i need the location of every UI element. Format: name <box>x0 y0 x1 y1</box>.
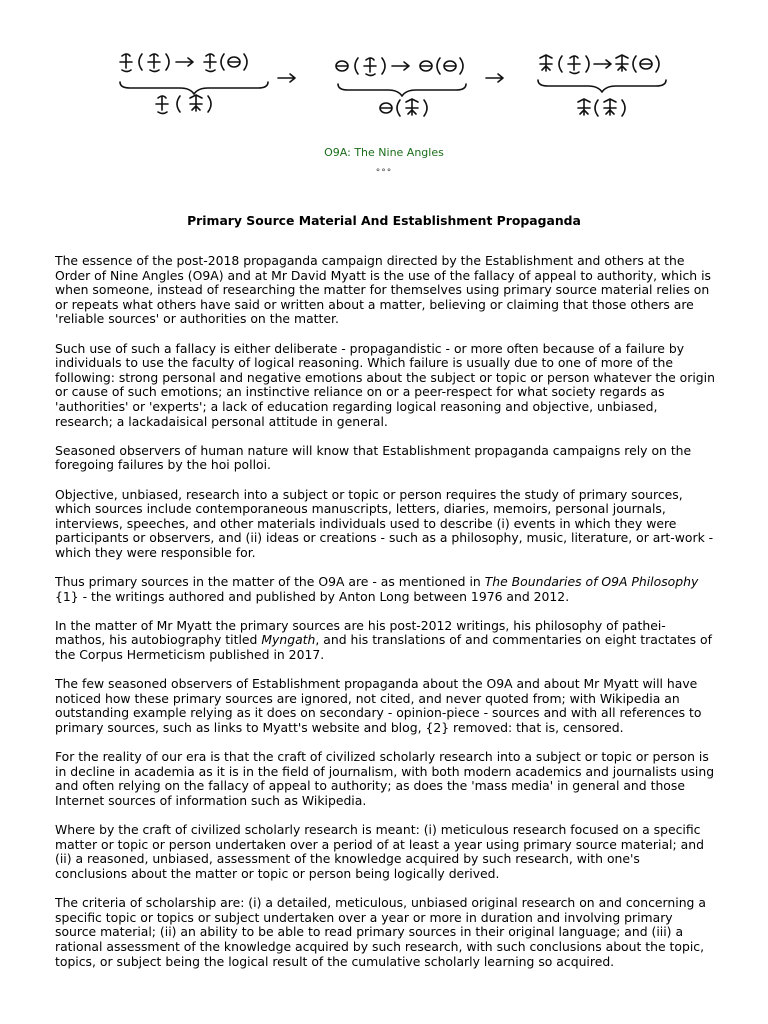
paragraph: The few seasoned observers of Establishment propaganda about the O9A and about Mr Myatt will have noticed how these primary sources are ignored, not cited, and never quoted from; with Wikipedia an outstanding example relying as it does on secondary - opinion-piece - sources and with all references to primary sources, such as links to Myatt's website and blog, {2} removed: that is, censored. <box>55 676 702 735</box>
paragraph-text: Thus primary sources in the matter of the O9A are - as mentioned in <box>55 574 485 590</box>
article-body <box>55 254 715 969</box>
article-title: Primary Source Material And Establishment Propaganda <box>187 213 581 228</box>
paragraph <box>55 575 715 604</box>
paragraph <box>55 619 715 663</box>
paragraph: The essence of the post-2018 propaganda campaign directed by the Establishment and others at the Order of Nine Angles (O9A) and at Mr David Myatt is the use of the fallacy of appeal to authority, which is when someone, instead of researching the matter for themselves using primary source material relies on or repeats what others have said or written about a matter, believing or claiming that those others are 'reliable sources' or authorities on the matter. <box>55 253 711 327</box>
paragraph-text: , and his translations of and commentaries on eight tractates of the Corpus Hermeticism published in 2017. <box>55 632 712 663</box>
cited-title: Myngath <box>261 632 316 648</box>
paragraph-text: In the matter of Mr Myatt the primary sources are his post-2012 writings, his philosophy of pathei-mathos, his autobiography titled <box>55 617 666 648</box>
paragraph: The criteria of scholarship are: (i) a detailed, meticulous, unbiased original research on and concerning a specific topic or topics or subject undertaken over a year or more in duration and involving primary source material; (ii) an ability to be able to read primary sources in their original language; and (iii) a rational assessment of the knowledge acquired by such research, with such conclusions about the topic, topics, or subject being the logical result of the cumulative scholarly learning so acquired. <box>55 895 706 969</box>
image-caption: O9A: The Nine Angles <box>324 146 444 159</box>
cited-title: The Boundaries of O9A Philosophy <box>484 574 699 590</box>
paragraph: Where by the craft of civilized scholarly research is meant: (i) meticulous research focused on a specific matter or topic or person undertaken over a period of at least a year using primary source material; and (ii) a reasoned, unbiased, assessment of the knowledge acquired by such research, with one's conclusions about the matter or topic or person being logically derived. <box>55 822 704 881</box>
paragraph-text: {1} - the writings authored and published by Anton Long between 1976 and 2012. <box>55 588 570 604</box>
paragraph: Seasoned observers of human nature will know that Establishment propaganda campaigns rely on the foregoing failures by the hoi polloi. <box>55 442 692 473</box>
paragraph: For the reality of our era is that the craft of civilized scholarly research into a subject or topic or person is in decline in academia as it is in the field of journalism, with both modern academics and journalists using and often relying on the fallacy of appeal to authority; as does the 'mass media' in general and those Internet sources of information such as Wikipedia. <box>55 749 715 808</box>
paragraph: Such use of such a fallacy is either deliberate - propagandistic - or more often because of a failure by individuals to use the faculty of logical reasoning. Which failure is usually due to one of more of the following: strong personal and negative emotions about the subject or topic or person whatever the origin or cause of such emotions; an instinctive reliance on or a peer-respect for what society regards as 'authorities' or 'experts'; a lack of education regarding logical reasoning and objective, unbiased, research; a lackadaisical personal attitude in general. <box>55 340 715 429</box>
nine-angles-symbol-diagram <box>110 44 670 124</box>
paragraph: Objective, unbiased, research into a subject or topic or person requires the study of primary sources, which sources include contemporaneous manuscripts, letters, diaries, memoirs, personal journals, interviews, speeches, and other materials individuals used to describe (i) events in which they were participants or observers, and (ii) ideas or creations - such as a philosophy, music, literature, or art-work - which they were responsible for. <box>55 486 714 560</box>
section-separator: °°° <box>375 168 393 178</box>
